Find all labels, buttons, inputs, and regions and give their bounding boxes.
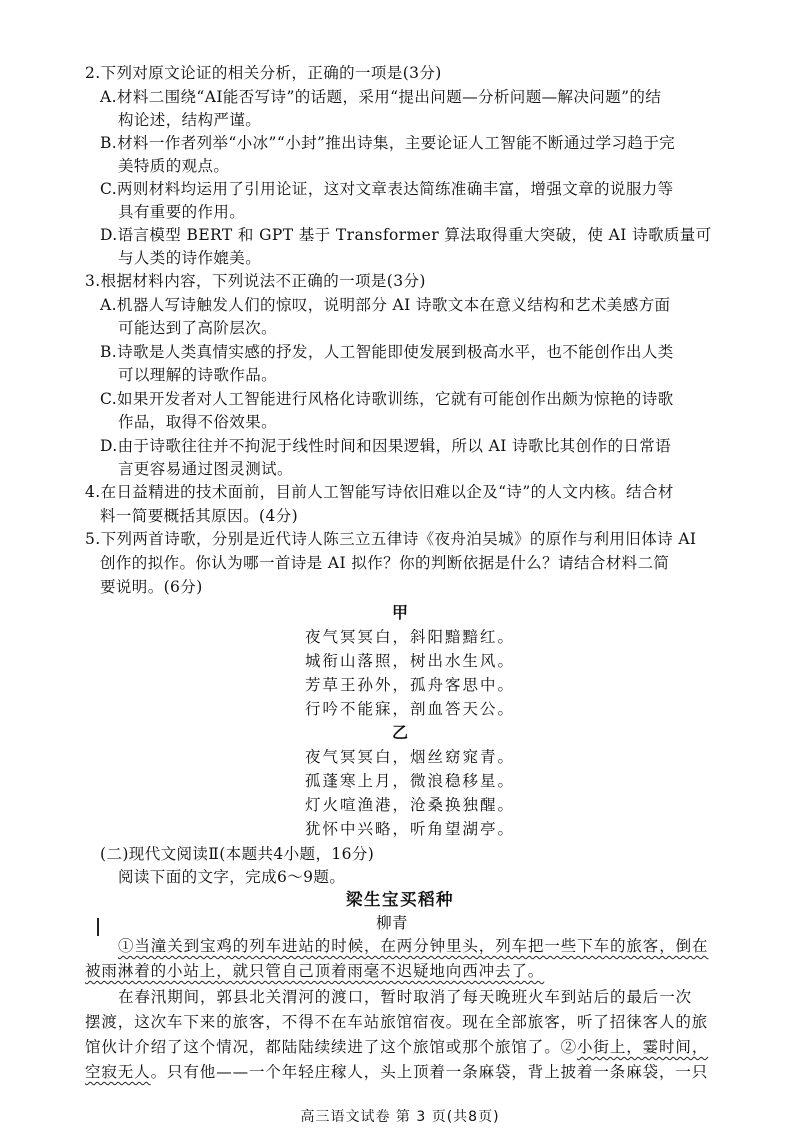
q2-option-d: D.语言模型 BERT 和 GPT 基于 Transformer 算法取得重大突破，使 AI 诗歌质量可 (100, 226, 712, 244)
q2-option-b: B.材料一作者列举“小冰”“小封”推出诗集，主要论证人工智能不断通过学习趋于完 (100, 134, 676, 152)
poem-jia-line: 行吟不能寐，剖血答天公。 (305, 700, 516, 718)
story-paragraph-2-line-2: 摆渡，这次车下来的旅客，不得不在车站旅馆宿夜。现在全部旅客，听了招徕客人的旅 (85, 1013, 709, 1031)
poem-jia-line: 芳草王孙外，孤舟客思中。 (305, 676, 516, 694)
q3-option-d-cont: 言更容易通过图灵测试。 (118, 460, 293, 478)
q2-option-a-cont: 构论述，结构严谨。 (118, 111, 262, 129)
story-title: 梁生宝买稻种 (346, 890, 454, 909)
poem-yi-line: 犹怀中兴略，听角望湖亭。 (305, 820, 516, 838)
story-paragraph-2-line-4 (85, 1061, 708, 1083)
story-author: 柳青 (376, 914, 408, 932)
q3-option-c: C.如果开发者对人工智能进行风格化诗歌训练，它就有可能创作出颇为惊艳的诗歌 (100, 390, 674, 408)
poem-jia-line: 城衔山落照，树出水生风。 (305, 652, 516, 670)
paragraph-marker (97, 918, 99, 936)
q2-option-d-cont: 与人类的诗作媲美。 (118, 249, 262, 267)
q4-stem-cont: 料一简要概括其原因。(4分) (100, 507, 299, 525)
q2-option-a: A.材料二围绕“AI能否写诗”的话题，采用“提出问题—分析问题—解决问题”的结 (100, 88, 662, 106)
q2-stem: 2.下列对原文论证的相关分析，正确的一项是(3分) (85, 64, 442, 82)
q3-option-c-cont: 作品，取得不俗效果。 (118, 413, 278, 431)
q2-option-c-cont: 具有重要的作用。 (118, 203, 246, 221)
q3-option-a: A.机器人写诗触发人们的惊叹，说明部分 AI 诗歌文本在意义结构和艺术美感方面 (100, 296, 671, 314)
story-underlined-segment: 小街上，霎时间， (577, 1038, 709, 1056)
poem-yi-line: 夜气冥冥白，烟丝窈窕青。 (305, 748, 516, 766)
q5-stem: 5.下列两首诗歌，分别是近代诗人陈三立五律诗《夜舟泊吴城》的原作与利用旧体诗 AI (85, 530, 697, 548)
poem-yi-title: 乙 (391, 723, 408, 742)
story-paragraph-1-line-2: 被雨淋着的小站上，就只管自己顶着雨毫不迟疑地向西冲去了。 (85, 962, 545, 980)
q3-option-a-cont: 可能达到了高阶层次。 (118, 319, 278, 337)
story-paragraph-2-line-1: 在春汛期间，郭县北关渭河的渡口，暂时取消了每天晚班火车到站后的最后一次 (118, 988, 693, 1006)
poem-jia-line: 夜气冥冥白，斜阳黯黯红。 (305, 628, 516, 646)
q2-option-b-cont: 美特质的观点。 (118, 157, 230, 175)
poem-jia-title: 甲 (391, 603, 408, 622)
q3-stem: 3.根据材料内容，下列说法不正确的一项是(3分) (85, 272, 426, 290)
section-heading: (二)现代文阅读Ⅱ(本题共4小题，16分) (100, 845, 375, 863)
poem-yi-line: 孤蓬寒上月，微浪稳移星。 (305, 772, 516, 790)
q3-option-b: B.诗歌是人类真情实感的抒发，人工智能即使发展到极高水平，也不能创作出人类 (100, 343, 674, 361)
story-underlined-segment: 空寂无人 (85, 1063, 151, 1081)
q5-stem-cont-2: 要说明。(6分) (100, 578, 203, 596)
q2-option-c: C.两则材料均运用了引用论证，这对文章表达简练准确丰富，增强文章的说服力等 (100, 180, 674, 198)
story-paragraph-2-line-3 (85, 1036, 708, 1058)
q3-option-d: D.由于诗歌往往并不拘泥于线性时间和因果逻辑，所以 AI 诗歌比其创作的日常语 (100, 437, 672, 455)
section-instruction: 阅读下面的文字，完成6～9题。 (118, 868, 346, 886)
poem-yi-line: 灯火喧渔港，沧桑换独醒。 (305, 796, 516, 814)
q5-stem-cont-1: 创作的拟作。你认为哪一首诗是 AI 拟作？你的判断依据是什么？请结合材料二简 (100, 554, 670, 572)
q4-stem: 4.在日益精进的技术面前，目前人工智能写诗依旧难以企及“诗”的人文内核。结合材 (85, 483, 674, 501)
story-text-segment: 馆伙计介绍了这个情况，都陆陆续续进了这个旅馆或那个旅馆了。② (85, 1038, 578, 1056)
page-footer: 高三语文试卷 第 3 页(共8页) (300, 1109, 500, 1125)
story-text-segment: 。只有他——一个年轻庄稼人，头上顶着一条麻袋，背上披着一条麻袋，一只 (150, 1063, 709, 1081)
story-paragraph-1-line-1: ①当潼关到宝鸡的列车进站的时候，在两分钟里头，列车把一些下车的旅客，倒在 (118, 937, 709, 955)
q3-option-b-cont: 可以理解的诗歌作品。 (118, 366, 278, 384)
